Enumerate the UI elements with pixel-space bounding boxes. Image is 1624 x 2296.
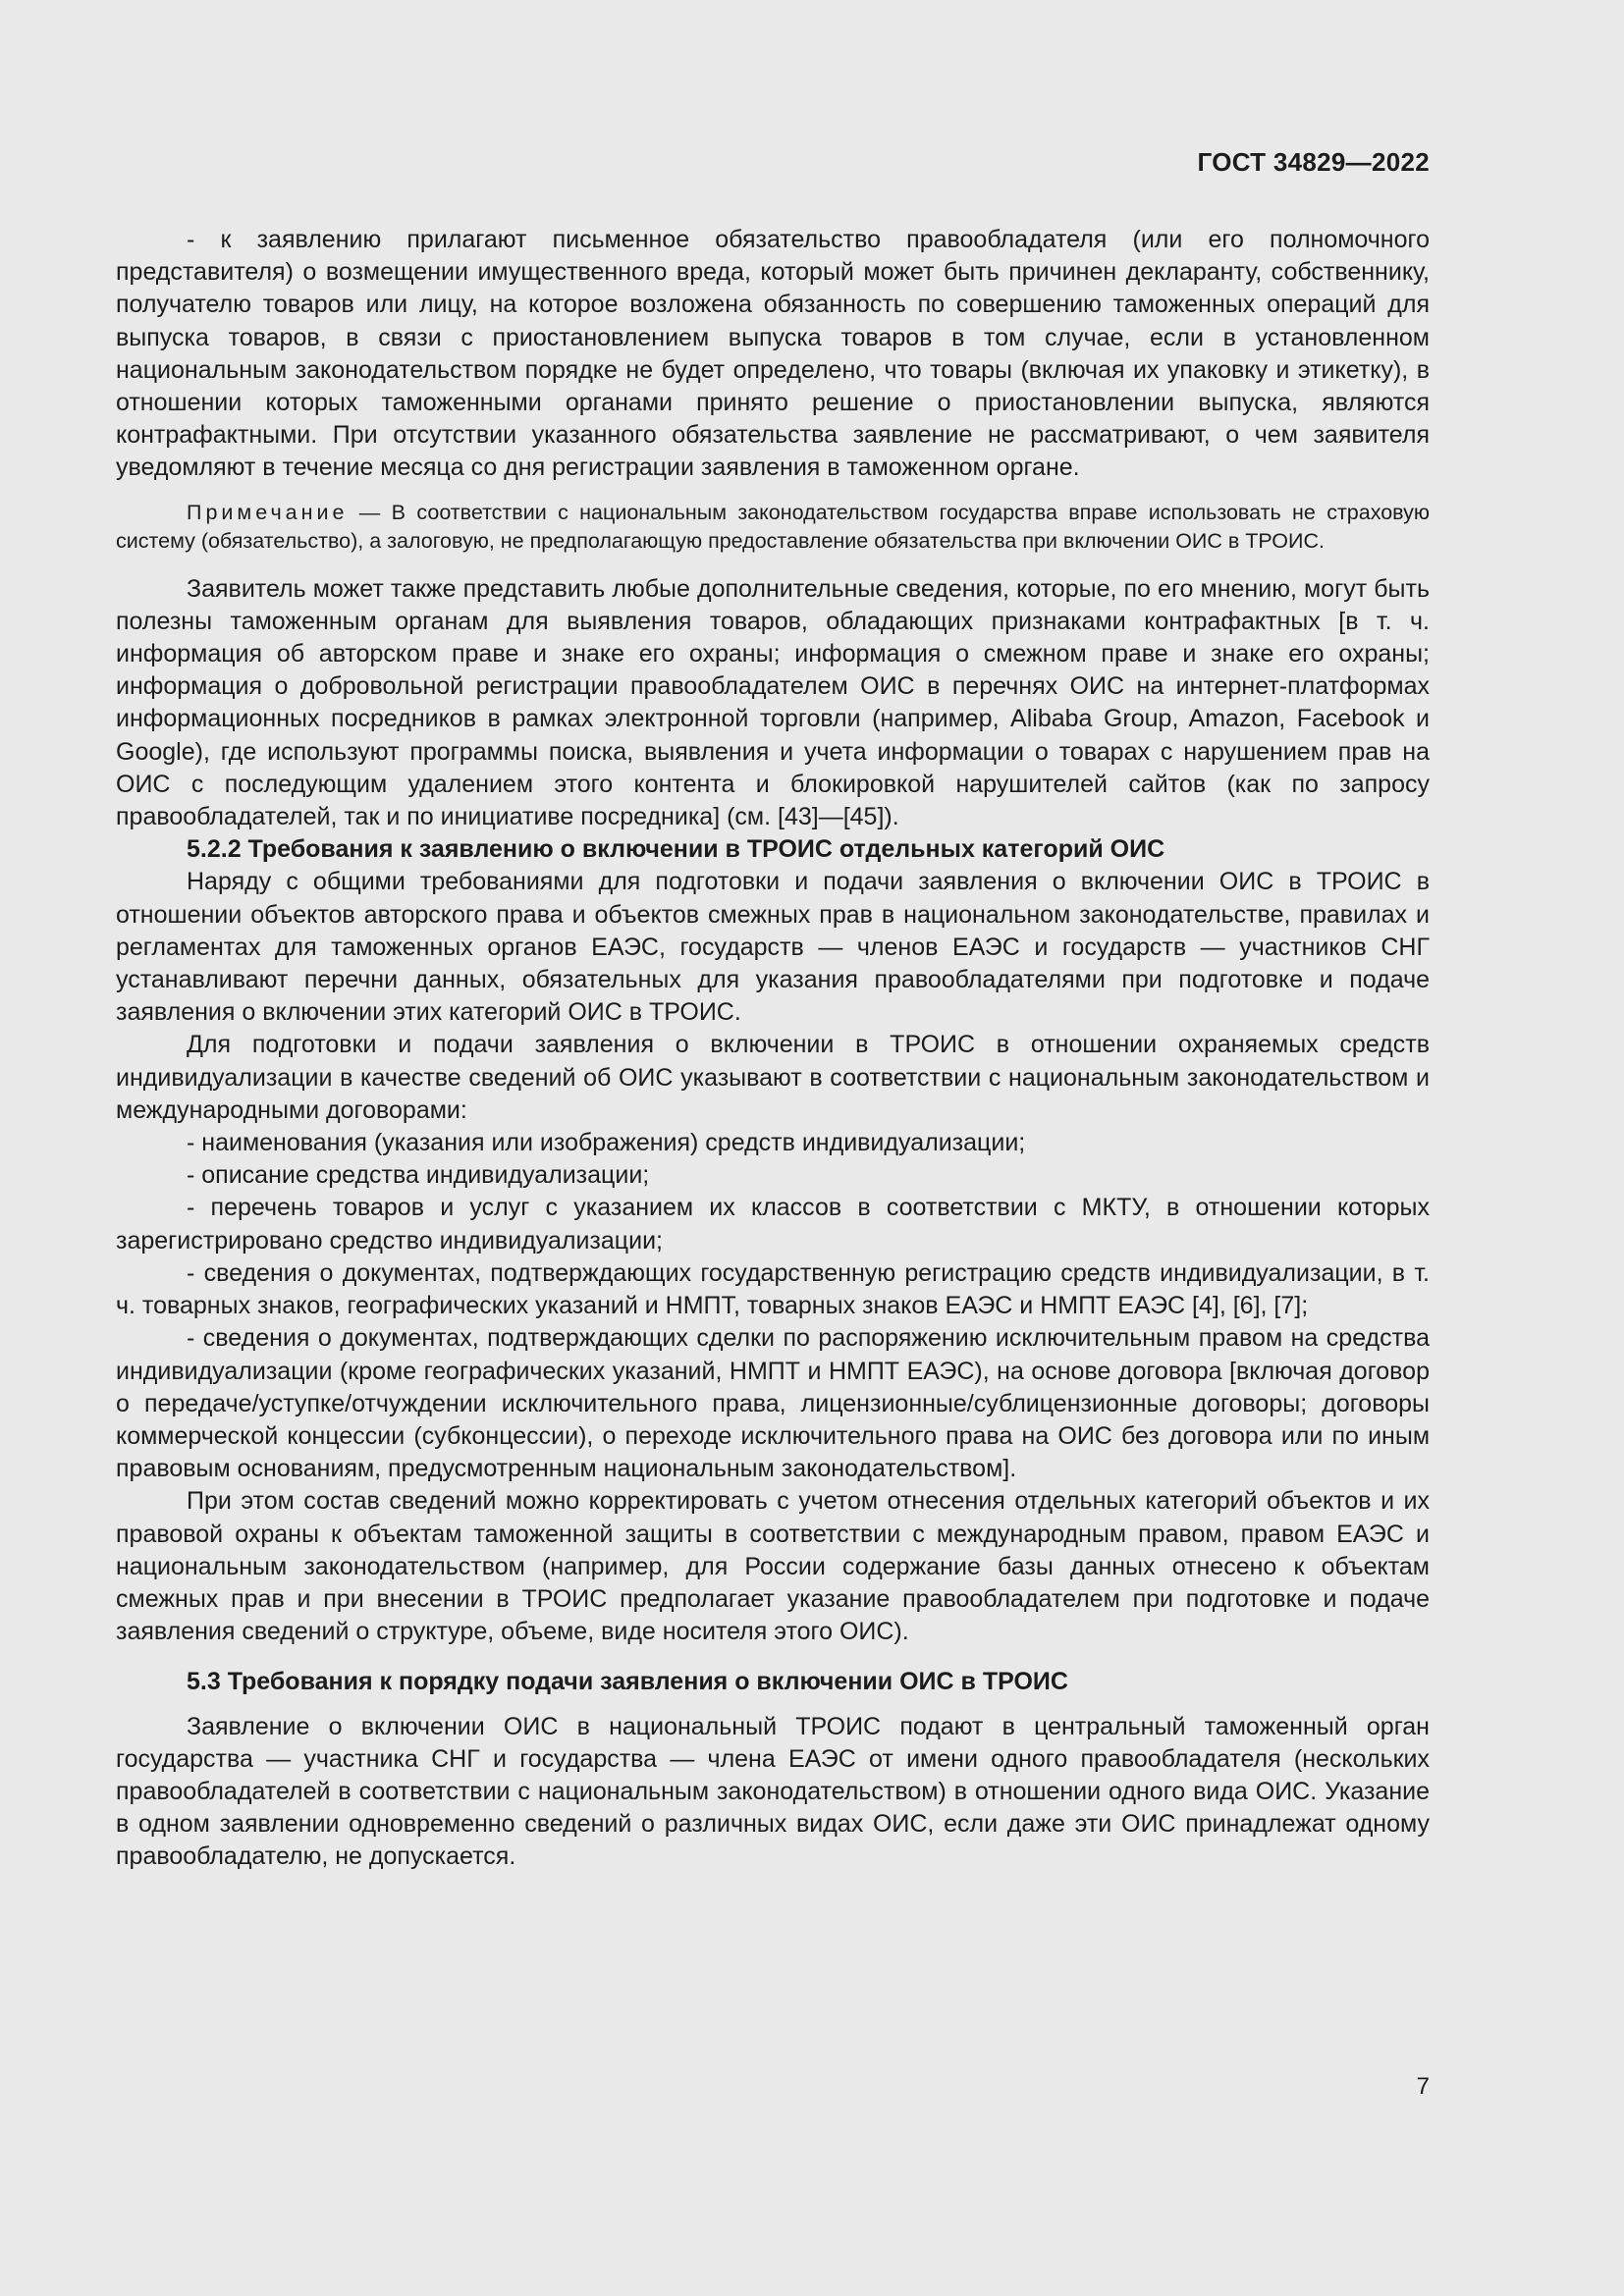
paragraph-additional-info: Заявитель может также представить любые дополнительные сведения, которые, по его мнению, могут быть полезны таможенным органам для выявления товаров, обладающих признаками контрафактных [в т. ч. информация об авторском праве и знаке его охраны; информация о смежном праве и знаке его охраны; информация о добровольной регистрации правообладателем ОИС в перечнях ОИС на интернет-платформах информационных посредников в рамках электронной торговли (например, Alibaba Group, Amazon, Facebook и Google), где используют программы поиска, выявления и учета информации о товарах с нарушением прав на ОИС с последующим удалением этого контента и блокировкой нарушителей сайтов (как по запросу правообладателей, так и по инициативе посредника] (см. [43]—[45]). bbox=[116, 574, 1430, 831]
page-body bbox=[116, 224, 1430, 1874]
paragraph-composition-of-info: При этом состав сведений можно корректировать с учетом отнесения отдельных категорий объектов и их правовой охраны к объектам таможенной защиты в соответствии с международным правом, правом ЕАЭС и национальным законодательством (например, для России содержание базы данных отнесено к объектам смежных прав и при внесении в ТРОИС предполагает указание правообладателем при подготовке и подаче заявления сведений о структуре, объеме, виде носителя этого ОИС). bbox=[116, 1487, 1430, 1646]
paragraph-filing-procedure: Заявление о включении ОИС в национальный ТРОИС подают в центральный таможенный орган государства — участника СНГ и государства — члена ЕАЭС от имени одного правообладателя (нескольких правообладателей в соответствии с национальным законодательством) в отношении одного вида ОИС. Указание в одном заявлении одновременно сведений о различных видах ОИС, если даже эти ОИС принадлежат одному правообладателю, не допускается. bbox=[116, 1712, 1430, 1871]
paragraph-means-of-individualization: Для подготовки и подачи заявления о включении в ТРОИС в отношении охраняемых средств индивидуализации в качестве сведений об ОИС указывают в соответствии с национальным законодательством и международными договорами: bbox=[116, 1031, 1430, 1124]
section-heading-5-3: 5.3 Требования к порядку подачи заявления о включении ОИС в ТРОИС bbox=[187, 1668, 1068, 1696]
list-item: - наименования (указания или изображения) средств индивидуализации; bbox=[187, 1129, 1026, 1157]
standard-number: ГОСТ 34829—2022 bbox=[1197, 147, 1430, 177]
note-text: В соответствии с национальным законодательством государства вправе использовать не страховую систему (обязательство), а залоговую, не предполагающую предоставление обязательства при включении ОИС в ТРОИС. bbox=[116, 500, 1430, 553]
section-heading-5-2-2: 5.2.2 Требования к заявлению о включении в ТРОИС отдельных категорий ОИС bbox=[187, 835, 1165, 864]
note bbox=[116, 499, 1430, 556]
list-item: - перечень товаров и услуг с указанием их классов в соответствии с МКТУ, в отношении которых зарегистрировано средство индивидуализации; bbox=[116, 1194, 1430, 1255]
page-number: 7 bbox=[1416, 2073, 1430, 2100]
note-label: Примечание bbox=[187, 500, 349, 524]
note-dash: — bbox=[348, 500, 392, 524]
paragraph-general-requirements: Наряду с общими требованиями для подготовки и подачи заявления о включении ОИС в ТРОИС в отношении объектов авторского права и объектов смежных прав в национальном законодательстве, правилах и регламентах для таможенных органов ЕАЭС, государств — членов ЕАЭС и государств — участников СНГ устанавливают перечни данных, обязательных для указания правообладателями при подготовке и подаче заявления о включении этих категорий ОИС в ТРОИС. bbox=[116, 868, 1430, 1027]
list-item: - сведения о документах, подтверждающих государственную регистрацию средств индивидуализации, в т. ч. товарных знаков, географических указаний и НМПТ, товарных знаков ЕАЭС и НМПТ ЕАЭС [4], [6], [7]; bbox=[116, 1258, 1430, 1320]
list-item: - описание средства индивидуализации; bbox=[187, 1161, 650, 1190]
paragraph-obligation: - к заявлению прилагают письменное обязательство правообладателя (или его полномочного представителя) о возмещении имущественного вреда, который может быть причинен декларанту, собственнику, получателю товаров или лицу, на которое возложена обязанность по совершению таможенных операций для выпуска товаров, в связи с приостановлением выпуска товаров в том случае, если в установленном национальным законодательством порядке не будет определено, что товары (включая их упаковку и этикетку), в отношении которых таможенными органами принято решение о приостановлении выпуска, являются контрафактными. При отсутствии указанного обязательства заявление не рассматривают, о чем заявителя уведомляют в течение месяца со дня регистрации заявления в таможенном органе. bbox=[116, 226, 1430, 482]
list-item: - сведения о документах, подтверждающих сделки по распоряжению исключительным правом на средства индивидуализации (кроме географических указаний, НМПТ и НМПТ ЕАЭС), на основе договора [включая договор о передаче/уступке/отчуждении исключительного права, лицензионные/сублицензионные договоры; договоры коммерческой концессии (субконцессии), о переходе исключительного права на ОИС без договора или по иным правовым основаниям, предусмотренным национальным законодательством]. bbox=[116, 1324, 1430, 1483]
